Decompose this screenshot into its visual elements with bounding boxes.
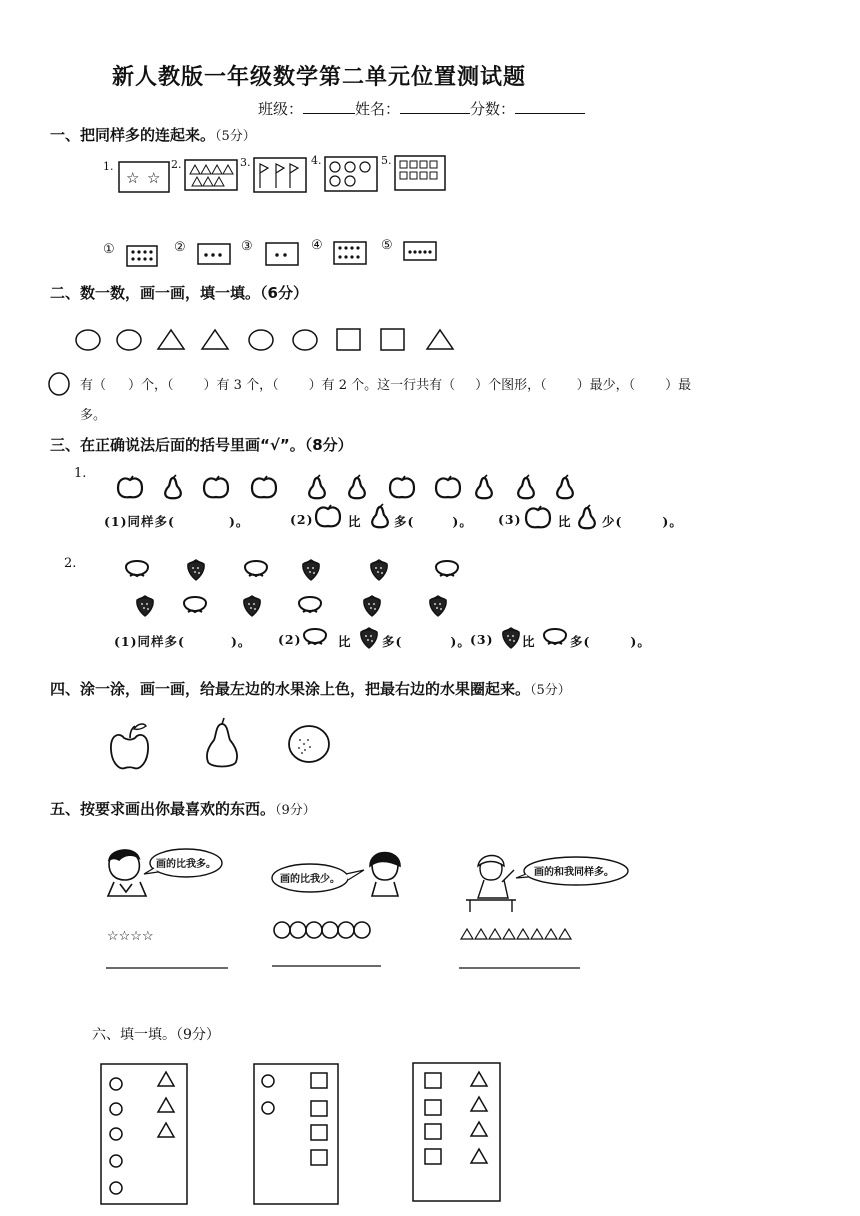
q2-fruit-row-2 [137, 596, 446, 616]
class-label: 班级： [258, 100, 304, 118]
svg-text:☆: ☆ [126, 169, 140, 187]
student-at-desk-icon [466, 856, 516, 913]
choice-number: ② [174, 240, 186, 255]
section-1-figures [0, 0, 860, 300]
q2-option-2-compare: 比 [338, 634, 352, 649]
q2-fruit-row-1 [126, 560, 458, 580]
triangle-shape [202, 330, 228, 349]
shape-row [0, 320, 860, 370]
dot-box-4[interactable] [334, 242, 366, 264]
item-number: 3. [240, 156, 251, 169]
dot-box-3[interactable] [266, 243, 298, 265]
item-number: 4. [311, 154, 322, 167]
triangle-box[interactable] [185, 160, 237, 190]
choice-number: ① [103, 242, 115, 257]
flag-box[interactable] [254, 158, 306, 192]
speech-bubble-2: 画的比我少。 [280, 874, 340, 885]
q1-option-3-tail: 少( )。 [602, 514, 683, 529]
section-6-heading: 六、填一填。（9分） [92, 1027, 220, 1043]
fill-box-3[interactable] [413, 1063, 500, 1201]
score-label: 分数： [470, 100, 516, 118]
fill-boxes [0, 1060, 860, 1210]
q2-option-3-compare: 比 [522, 634, 536, 649]
girl-icon [370, 853, 400, 897]
circle-shape [76, 330, 100, 350]
circle-shape [249, 330, 273, 350]
question-number: 1. [74, 466, 87, 481]
circle-row [274, 922, 370, 938]
speech-bubble-3: 画的和我同样多。 [534, 867, 614, 878]
circle-shape [117, 330, 141, 350]
q1-option-2-prefix: (2) [290, 512, 314, 527]
q2-option-3-tail: 多( )。 [570, 634, 651, 649]
square-shape [337, 329, 360, 350]
orange-icon[interactable] [289, 726, 329, 762]
q1-option-2-tail: 多( )。 [394, 514, 473, 529]
choice-number: ③ [241, 239, 253, 254]
circle-shape [293, 330, 317, 350]
item-number: 2. [171, 158, 182, 171]
q2-option-3-prefix: (3) [470, 632, 494, 647]
q1-fruit-row [118, 475, 573, 498]
fill-box-2[interactable] [254, 1064, 338, 1204]
name-label: 姓名： [355, 100, 401, 118]
q1-option-2-compare: 比 [348, 514, 362, 529]
triangle-row [461, 929, 571, 939]
boy-icon [108, 850, 146, 896]
section-3-heading: 三、在正确说法后面的括号里画“√”。（8分） [50, 436, 353, 454]
q2-option-2-tail: 多( )。 [382, 634, 471, 649]
question-number: 2. [64, 556, 77, 571]
item-number: 1. [103, 160, 114, 173]
star-row [107, 929, 154, 944]
dot-box-2[interactable] [198, 244, 230, 264]
dot-box-5[interactable] [404, 242, 436, 260]
speech-bubble-1: 画的比我多。 [156, 859, 216, 870]
item-number: 5. [381, 154, 392, 167]
choice-number: ④ [311, 238, 323, 253]
q1-option-3-prefix: (3) [498, 512, 522, 527]
fill-sentence: 有（ ）个，（ ）有 3 个，（ ）有 2 个。这一行共有（ ）个图形，（ ）最少，（ ）最 [80, 378, 692, 393]
q1-option-3-compare: 比 [558, 514, 572, 529]
square-box[interactable] [395, 156, 445, 190]
q2-option-2-prefix: (2) [278, 632, 302, 647]
section-5-heading: 五、按要求画出你最喜欢的东西。（9分） [50, 800, 316, 818]
svg-text:☆☆☆☆: ☆☆☆☆ [107, 929, 154, 944]
circle-box[interactable] [325, 157, 377, 191]
pear-icon[interactable] [207, 718, 237, 767]
square-shape [381, 329, 404, 350]
fill-sentence-end: 多。 [80, 408, 107, 423]
section-1-heading: 一、把同样多的连起来。（5分） [50, 126, 256, 144]
q1-option-1: (1)同样多( )。 [104, 514, 250, 529]
svg-text:☆: ☆ [147, 169, 161, 187]
q2-option-1: (1)同样多( )。 [114, 634, 252, 649]
page-title: 新人教版一年级数学第二单元位置测试题 [112, 64, 527, 90]
section-2-heading: 二、数一数，画一画，填一填。（6分） [50, 284, 308, 302]
dot-box-1[interactable] [127, 246, 157, 266]
choice-number: ⑤ [381, 238, 393, 253]
fill-box-1[interactable] [101, 1064, 187, 1204]
triangle-shape [158, 330, 184, 349]
answer-circle-icon[interactable] [48, 372, 72, 398]
star-box[interactable] [119, 162, 169, 192]
fruit-color-row [110, 716, 350, 776]
apple-icon[interactable] [111, 724, 148, 768]
triangle-shape [427, 330, 453, 349]
section-4-heading: 四、涂一涂，画一画，给最左边的水果涂上色，把最右边的水果圈起来。（5分） [50, 680, 571, 698]
drawing-task-figures [0, 838, 860, 988]
